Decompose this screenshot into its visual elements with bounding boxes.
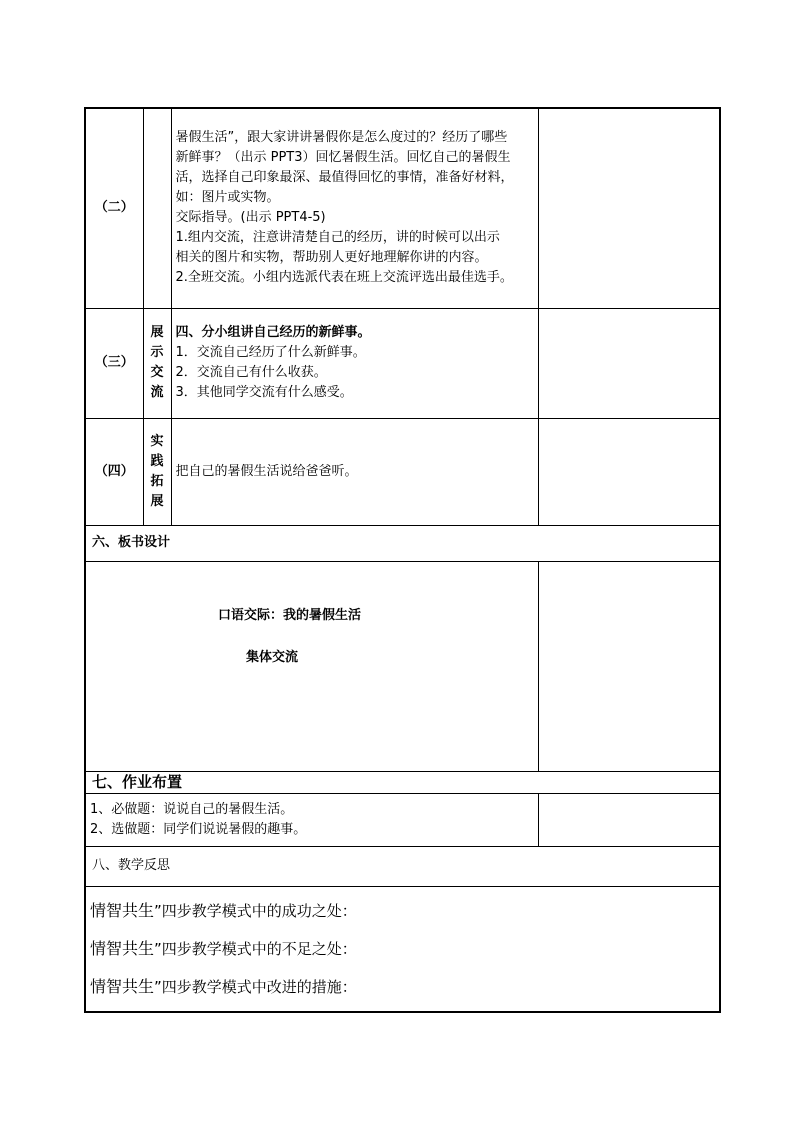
content-line: 暑假生活”，跟大家讲讲暑假你是怎么度过的？经历了哪些 bbox=[175, 130, 508, 146]
section-title: 七、作业布置 bbox=[85, 771, 720, 793]
reflection-line bbox=[86, 968, 719, 1006]
subtitle-char: 展 bbox=[150, 325, 164, 340]
content-line: 活，选择自己印象最深、最值得回忆的事情，准备好材料， bbox=[175, 170, 514, 186]
stage-row-2 bbox=[85, 108, 720, 308]
notes-cell bbox=[538, 308, 720, 418]
reflection-text: ”四步教学模式中改进的措施： bbox=[154, 977, 357, 996]
content-line: 如：图片或实物。 bbox=[175, 190, 280, 206]
subtitle-char: 实 bbox=[150, 433, 164, 449]
stage-row-3 bbox=[85, 308, 720, 418]
content-line: 1.组内交流，注意讲清楚自己的经历，讲的时候可以出示 bbox=[175, 230, 500, 246]
content-line: 交际指导。(出示 PPT4-5) bbox=[175, 210, 326, 226]
lesson-plan-table bbox=[84, 107, 721, 1013]
reflection-row bbox=[85, 886, 720, 1012]
content-line: 3．其他同学交流有什么感受。 bbox=[175, 384, 353, 400]
subtitle-char: 交 bbox=[150, 365, 164, 380]
subtitle-char: 拓 bbox=[150, 473, 164, 489]
board-design-row bbox=[85, 561, 720, 771]
reflection-line bbox=[86, 930, 719, 968]
stage-label: （四） bbox=[85, 418, 143, 525]
stage-content: 把自己的暑假生活说给爸爸听。 bbox=[171, 418, 538, 525]
homework-row bbox=[85, 793, 720, 846]
reflection-lead: 情智共生 bbox=[90, 938, 155, 958]
reflection-cell bbox=[85, 886, 720, 1012]
board-subtitle: 集体交流 bbox=[246, 649, 299, 665]
content-line: 新鲜事？（出示 PPT3）回忆暑假生活。回忆自己的暑假生 bbox=[175, 150, 511, 166]
section-title: 八、教学反思 bbox=[85, 846, 720, 886]
stage-row-4 bbox=[85, 418, 720, 525]
stage-subtitle-cell bbox=[143, 108, 171, 308]
reflection-text: ”四步教学模式中的不足之处： bbox=[154, 939, 357, 958]
stage-label: （三） bbox=[85, 308, 143, 418]
board-design-cell bbox=[85, 561, 538, 771]
reflection-lead: 情智共生 bbox=[90, 976, 155, 996]
stage-subtitle bbox=[143, 418, 171, 525]
content-line: 相关的图片和实物，帮助别人更好地理解你讲的内容。 bbox=[175, 250, 488, 266]
section-row-board bbox=[85, 525, 720, 561]
content-heading: 四、分小组讲自己经历的新鲜事。 bbox=[175, 324, 371, 340]
reflection-lead: 情智共生 bbox=[90, 900, 155, 920]
notes-cell bbox=[538, 561, 720, 771]
subtitle-char: 示 bbox=[150, 345, 164, 360]
board-title: 口语交际：我的暑假生活 bbox=[218, 607, 362, 623]
stage-content bbox=[171, 308, 538, 418]
section-row-homework bbox=[85, 771, 720, 793]
content-line: 1．交流自己经历了什么新鲜事。 bbox=[175, 344, 366, 360]
section-title: 六、板书设计 bbox=[85, 525, 720, 561]
stage-subtitle bbox=[143, 308, 171, 418]
stage-label: （二） bbox=[85, 108, 143, 308]
content-line: 2．交流自己有什么收获。 bbox=[175, 364, 327, 380]
subtitle-char: 践 bbox=[150, 453, 164, 469]
subtitle-char: 展 bbox=[150, 493, 164, 509]
homework-line: 2、选做题：同学们说说暑假的趣事。 bbox=[90, 821, 307, 837]
reflection-line bbox=[86, 892, 719, 930]
subtitle-char: 流 bbox=[150, 385, 164, 400]
homework-line: 1、必做题：说说自己的暑假生活。 bbox=[90, 801, 294, 817]
content-line: 2.全班交流。小组内选派代表在班上交流评选出最佳选手。 bbox=[175, 270, 513, 286]
notes-cell bbox=[538, 108, 720, 308]
notes-cell bbox=[538, 793, 720, 846]
stage-content bbox=[171, 108, 538, 308]
section-row-reflection bbox=[85, 846, 720, 886]
reflection-text: ”四步教学模式中的成功之处： bbox=[154, 901, 357, 920]
homework-cell bbox=[85, 793, 538, 846]
notes-cell bbox=[538, 418, 720, 525]
